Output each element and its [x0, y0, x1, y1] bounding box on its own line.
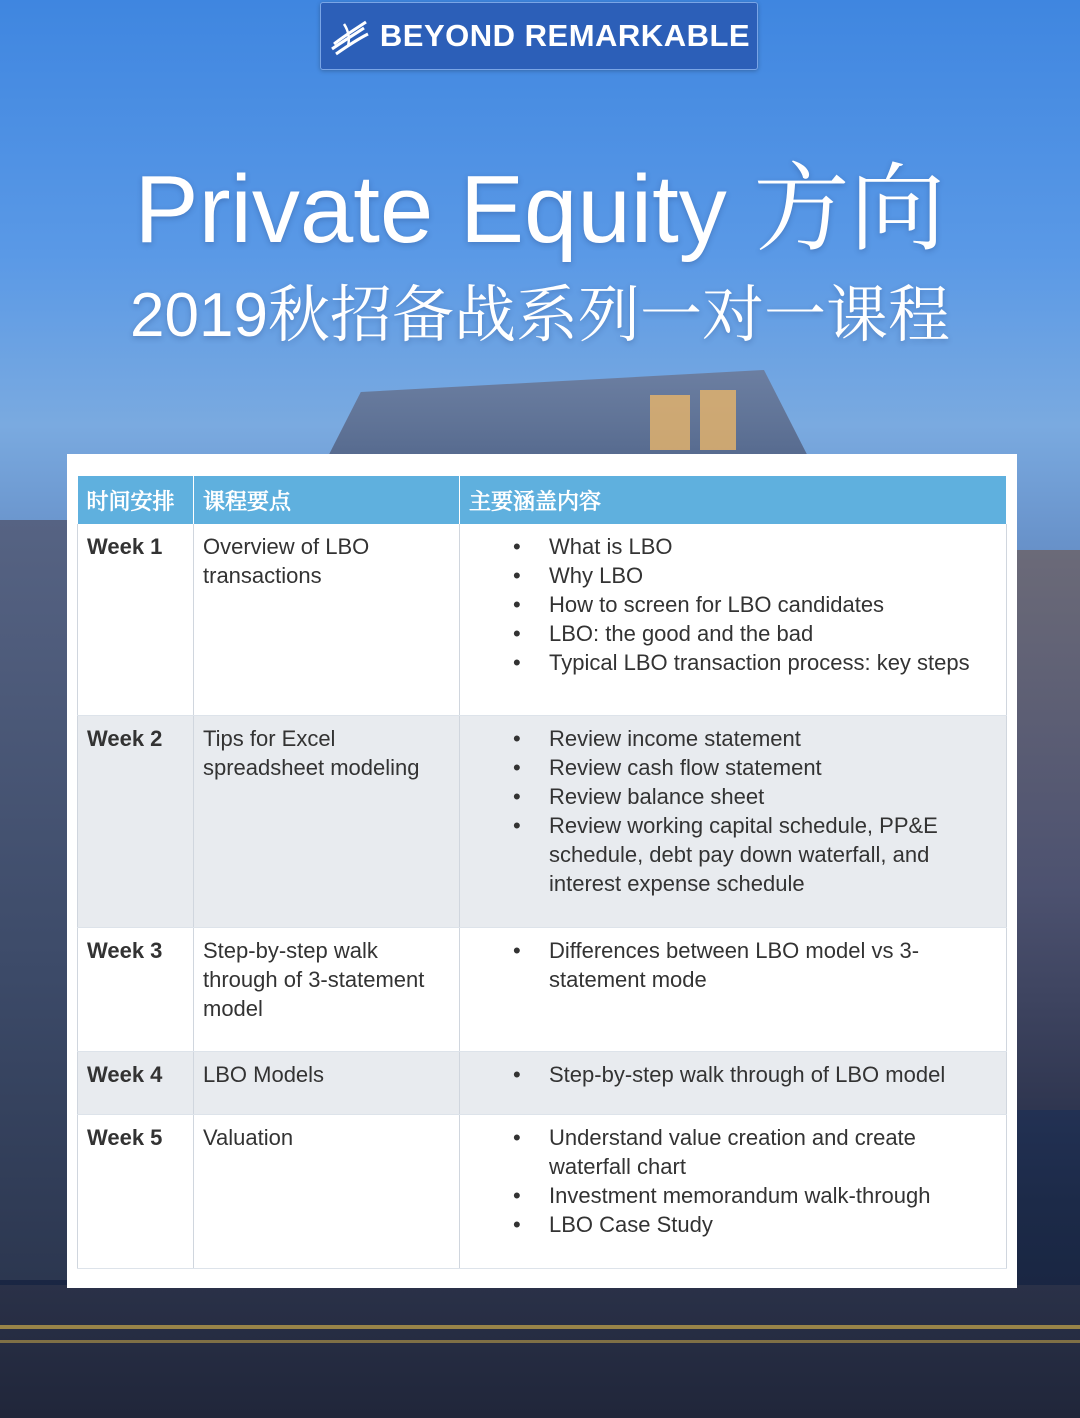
background-window — [700, 390, 736, 450]
page-title: Private Equity 方向 — [134, 156, 946, 263]
content-list — [469, 936, 997, 994]
background-window — [650, 395, 690, 450]
content-cell — [460, 1051, 1007, 1114]
topic-cell: Tips for Excel spreadsheet modeling — [194, 715, 460, 927]
course-schedule-table — [77, 476, 1007, 1269]
content-list — [469, 724, 997, 898]
list-item: • Typical LBO transaction process: key steps — [549, 648, 997, 677]
table-row — [78, 715, 1007, 927]
topic-cell: Valuation — [194, 1114, 460, 1268]
content-cell — [460, 1114, 1007, 1268]
list-item: • Investment memorandum walk-through — [549, 1181, 997, 1210]
topic-cell: Step-by-step walk through of 3-statement model — [194, 927, 460, 1051]
list-item: • LBO Case Study — [549, 1210, 997, 1239]
week-label: Week 1 — [78, 524, 194, 715]
content-list — [469, 1123, 997, 1239]
content-cell — [460, 715, 1007, 927]
table-row — [78, 524, 1007, 715]
topic-cell: LBO Models — [194, 1051, 460, 1114]
list-item: • Why LBO — [549, 561, 997, 590]
week-label: Week 2 — [78, 715, 194, 927]
list-item: • Review income statement — [549, 724, 997, 753]
background-road — [0, 1285, 1080, 1418]
background-left-building — [0, 520, 70, 1280]
page-subtitle: 2019秋招备战系列一对一课程 — [130, 281, 950, 350]
content-cell — [460, 927, 1007, 1051]
list-item: • Review working capital schedule, PP&E schedule, debt pay down waterfall, and interest expense schedule — [549, 811, 997, 898]
course-schedule-card — [67, 454, 1017, 1288]
list-item: • Review balance sheet — [549, 782, 997, 811]
list-item: • Review cash flow statement — [549, 753, 997, 782]
list-item: • LBO: the good and the bad — [549, 619, 997, 648]
brand-swoosh-icon — [328, 16, 370, 56]
content-cell — [460, 524, 1007, 715]
list-item: • Understand value creation and create waterfall chart — [549, 1123, 997, 1181]
brand-logo — [320, 2, 758, 70]
table-row — [78, 1051, 1007, 1114]
road-marking — [0, 1325, 1080, 1329]
list-item: • How to screen for LBO candidates — [549, 590, 997, 619]
column-header-content: 主要涵盖内容 — [460, 476, 1007, 524]
content-list — [469, 1060, 997, 1089]
table-row — [78, 927, 1007, 1051]
background-right-building — [1014, 550, 1080, 1110]
week-label: Week 3 — [78, 927, 194, 1051]
topic-cell: Overview of LBO transactions — [194, 524, 460, 715]
content-list — [469, 532, 997, 677]
list-item: • Differences between LBO model vs 3-statement mode — [549, 936, 997, 994]
column-header-time: 时间安排 — [78, 476, 194, 524]
week-label: Week 5 — [78, 1114, 194, 1268]
week-label: Week 4 — [78, 1051, 194, 1114]
table-header-row — [78, 476, 1007, 524]
table-row — [78, 1114, 1007, 1268]
list-item: • What is LBO — [549, 532, 997, 561]
list-item: • Step-by-step walk through of LBO model — [549, 1060, 997, 1089]
road-marking — [0, 1340, 1080, 1343]
column-header-topic: 课程要点 — [194, 476, 460, 524]
brand-name: BEYOND REMARKABLE — [379, 18, 751, 53]
